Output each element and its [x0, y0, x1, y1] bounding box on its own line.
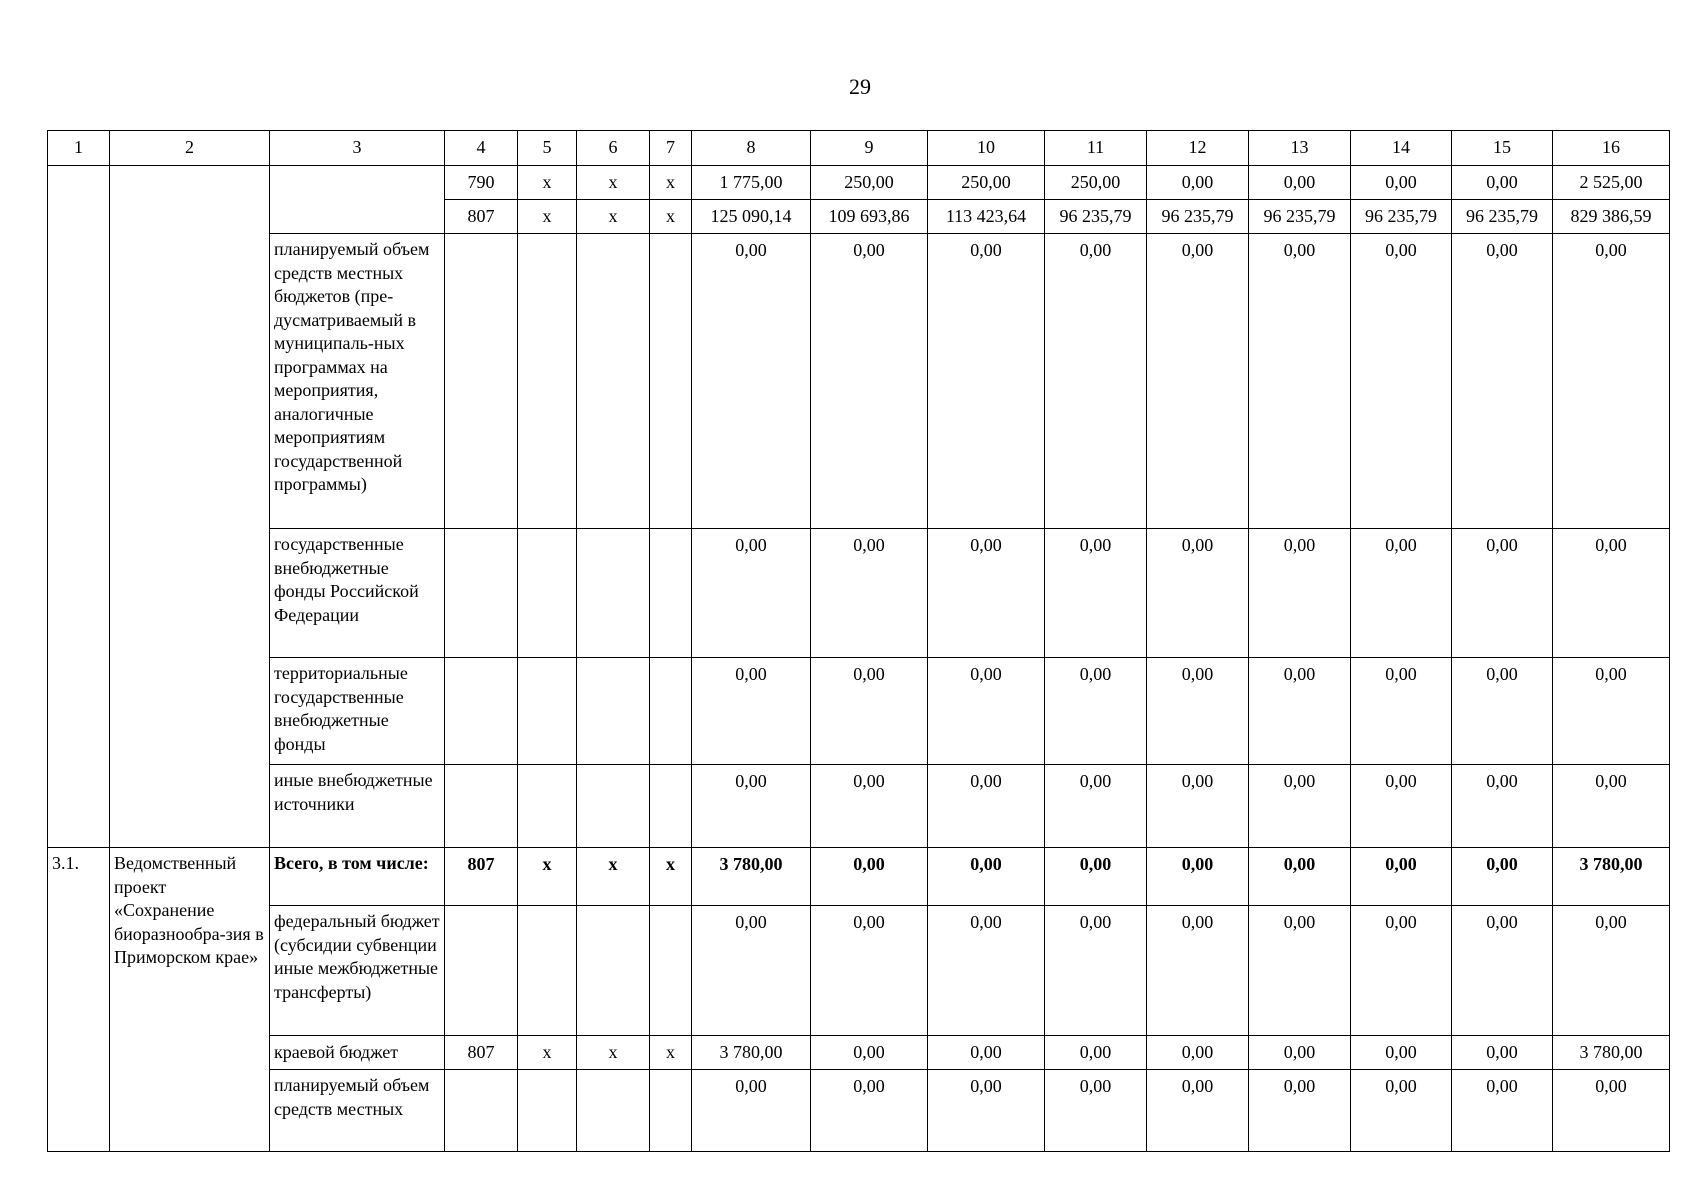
- cell-value: 0,00: [1147, 658, 1249, 765]
- cell-value: 0,00: [1249, 765, 1351, 848]
- cell-value: 0,00: [1452, 1070, 1553, 1152]
- cell-source: планируемый объем средств местных бюджетов (пре-дусматриваемый в муниципаль-ных программах на мероприятия, аналогичные мероприятиям государственной программы): [270, 234, 445, 529]
- col-header-12: 12: [1147, 131, 1249, 166]
- cell-c6: x: [577, 1036, 650, 1070]
- cell-value: 0,00: [1452, 166, 1553, 200]
- cell-value: 0,00: [928, 234, 1045, 529]
- col-header-14: 14: [1351, 131, 1452, 166]
- cell-c7: x: [650, 1036, 692, 1070]
- table-row: [48, 166, 1670, 200]
- cell-value: 96 235,79: [1249, 200, 1351, 234]
- cell-value: 0,00: [1147, 166, 1249, 200]
- cell-source: федеральный бюджет (субсидии субвенции иные межбюджетные трансферты): [270, 906, 445, 1036]
- cell-value: 96 235,79: [1147, 200, 1249, 234]
- cell-value: 0,00: [1249, 234, 1351, 529]
- table-row: [48, 906, 1670, 1036]
- cell-value: 0,00: [692, 529, 811, 658]
- cell-value: 0,00: [928, 1036, 1045, 1070]
- cell-value: 0,00: [1249, 1070, 1351, 1152]
- cell-value: 0,00: [1147, 234, 1249, 529]
- table-row: [48, 234, 1670, 529]
- col-header-2: 2: [110, 131, 270, 166]
- cell-value: 0,00: [1045, 1036, 1147, 1070]
- cell-c6: [577, 234, 650, 529]
- cell-value: 0,00: [1452, 529, 1553, 658]
- cell-value: 113 423,64: [928, 200, 1045, 234]
- cell-value: 0,00: [928, 906, 1045, 1036]
- cell-value: 0,00: [1249, 529, 1351, 658]
- table-row: [48, 765, 1670, 848]
- cell-c5: x: [518, 166, 577, 200]
- col-header-13: 13: [1249, 131, 1351, 166]
- cell-value: 0,00: [692, 906, 811, 1036]
- cell-c6: [577, 765, 650, 848]
- cell-value: 0,00: [928, 848, 1045, 906]
- cell-value: 0,00: [1452, 906, 1553, 1036]
- cell-value: 0,00: [1249, 848, 1351, 906]
- cell-c5: [518, 234, 577, 529]
- cell-source: планируемый объем средств местных: [270, 1070, 445, 1152]
- cell-c6: [577, 1070, 650, 1152]
- cell-c5: [518, 765, 577, 848]
- cell-empty: [110, 166, 270, 848]
- page-number: 29: [849, 74, 871, 99]
- cell-value: 0,00: [811, 529, 928, 658]
- cell-code: [445, 658, 518, 765]
- cell-code: 790: [445, 166, 518, 200]
- cell-c5: x: [518, 1036, 577, 1070]
- project-number: 3.1.: [48, 848, 110, 1152]
- cell-value: 0,00: [928, 658, 1045, 765]
- cell-value: 0,00: [1249, 1036, 1351, 1070]
- cell-value: 0,00: [692, 1070, 811, 1152]
- cell-value: 0,00: [1045, 848, 1147, 906]
- cell-value: 0,00: [1351, 658, 1452, 765]
- cell-value: 0,00: [1553, 529, 1670, 658]
- table-row: [48, 658, 1670, 765]
- cell-c7: [650, 765, 692, 848]
- cell-value: 2 525,00: [1553, 166, 1670, 200]
- cell-c5: [518, 906, 577, 1036]
- cell-value: 3 780,00: [1553, 848, 1670, 906]
- cell-value: 125 090,14: [692, 200, 811, 234]
- cell-c5: [518, 658, 577, 765]
- cell-value: 0,00: [1452, 765, 1553, 848]
- cell-value: 3 780,00: [692, 848, 811, 906]
- cell-c7: [650, 906, 692, 1036]
- cell-c7: [650, 1070, 692, 1152]
- col-header-6: 6: [577, 131, 650, 166]
- col-header-11: 11: [1045, 131, 1147, 166]
- cell-c6: x: [577, 200, 650, 234]
- cell-source: иные внебюджетные источники: [270, 765, 445, 848]
- cell-value: 0,00: [1553, 658, 1670, 765]
- cell-c6: [577, 658, 650, 765]
- col-header-1: 1: [48, 131, 110, 166]
- cell-value: 0,00: [811, 234, 928, 529]
- cell-value: 0,00: [811, 1036, 928, 1070]
- col-header-9: 9: [811, 131, 928, 166]
- cell-value: 250,00: [811, 166, 928, 200]
- cell-value: 96 235,79: [1351, 200, 1452, 234]
- col-header-10: 10: [928, 131, 1045, 166]
- cell-value: 0,00: [1351, 1070, 1452, 1152]
- cell-code: 807: [445, 1036, 518, 1070]
- cell-c6: x: [577, 166, 650, 200]
- cell-value: 0,00: [928, 529, 1045, 658]
- cell-value: 0,00: [692, 234, 811, 529]
- col-header-8: 8: [692, 131, 811, 166]
- cell-source: государственные внебюджетные фонды Российской Федерации: [270, 529, 445, 658]
- cell-value: 0,00: [1249, 166, 1351, 200]
- cell-source: [270, 166, 445, 234]
- table-row: [48, 1070, 1670, 1152]
- cell-value: 0,00: [1045, 529, 1147, 658]
- cell-value: 0,00: [1553, 234, 1670, 529]
- cell-value: 0,00: [1147, 529, 1249, 658]
- cell-value: 3 780,00: [1553, 1036, 1670, 1070]
- cell-value: 250,00: [1045, 166, 1147, 200]
- cell-value: 0,00: [1045, 1070, 1147, 1152]
- cell-value: 250,00: [928, 166, 1045, 200]
- cell-value: 0,00: [811, 848, 928, 906]
- cell-value: 3 780,00: [692, 1036, 811, 1070]
- cell-value: 0,00: [811, 765, 928, 848]
- table-row: [48, 529, 1670, 658]
- cell-value: 0,00: [1452, 848, 1553, 906]
- col-header-7: 7: [650, 131, 692, 166]
- cell-code: [445, 906, 518, 1036]
- cell-value: 1 775,00: [692, 166, 811, 200]
- cell-value: 0,00: [1249, 906, 1351, 1036]
- col-header-4: 4: [445, 131, 518, 166]
- cell-value: 0,00: [1452, 1036, 1553, 1070]
- cell-c6: [577, 906, 650, 1036]
- cell-value: 0,00: [811, 658, 928, 765]
- cell-value: 0,00: [1351, 234, 1452, 529]
- cell-c7: x: [650, 848, 692, 906]
- budget-table: [47, 130, 1670, 1152]
- cell-code: [445, 529, 518, 658]
- cell-value: 0,00: [1045, 658, 1147, 765]
- header-row: [48, 131, 1670, 166]
- cell-value: 96 235,79: [1045, 200, 1147, 234]
- cell-value: 0,00: [1553, 765, 1670, 848]
- cell-value: 0,00: [1147, 765, 1249, 848]
- cell-empty: [48, 166, 110, 848]
- cell-value: 0,00: [1147, 848, 1249, 906]
- cell-c7: [650, 234, 692, 529]
- cell-c6: x: [577, 848, 650, 906]
- cell-value: 0,00: [1147, 906, 1249, 1036]
- cell-value: 0,00: [1351, 529, 1452, 658]
- cell-source: Всего, в том числе:: [270, 848, 445, 906]
- cell-value: 0,00: [811, 906, 928, 1036]
- table-row-total: [48, 848, 1670, 906]
- cell-value: 0,00: [1553, 1070, 1670, 1152]
- cell-value: 0,00: [1045, 765, 1147, 848]
- cell-value: 0,00: [692, 765, 811, 848]
- cell-value: 0,00: [692, 658, 811, 765]
- table-row: [48, 1036, 1670, 1070]
- cell-code: 807: [445, 848, 518, 906]
- cell-code: 807: [445, 200, 518, 234]
- cell-value: 0,00: [1045, 906, 1147, 1036]
- cell-value: 0,00: [1045, 234, 1147, 529]
- cell-value: 0,00: [928, 1070, 1045, 1152]
- cell-value: 96 235,79: [1452, 200, 1553, 234]
- cell-code: [445, 765, 518, 848]
- col-header-15: 15: [1452, 131, 1553, 166]
- cell-c5: x: [518, 200, 577, 234]
- cell-code: [445, 234, 518, 529]
- cell-c7: [650, 658, 692, 765]
- cell-source: территориальные государственные внебюджетные фонды: [270, 658, 445, 765]
- cell-value: 0,00: [1351, 765, 1452, 848]
- cell-c5: [518, 529, 577, 658]
- cell-c5: [518, 1070, 577, 1152]
- cell-value: 0,00: [1351, 848, 1452, 906]
- cell-c7: x: [650, 200, 692, 234]
- cell-value: 0,00: [1452, 234, 1553, 529]
- cell-value: 0,00: [1553, 906, 1670, 1036]
- cell-value: 0,00: [1249, 658, 1351, 765]
- cell-code: [445, 1070, 518, 1152]
- cell-c7: [650, 529, 692, 658]
- cell-value: 0,00: [1351, 166, 1452, 200]
- cell-value: 109 693,86: [811, 200, 928, 234]
- cell-value: 0,00: [1147, 1036, 1249, 1070]
- cell-value: 0,00: [1452, 658, 1553, 765]
- cell-value: 0,00: [1147, 1070, 1249, 1152]
- cell-c7: x: [650, 166, 692, 200]
- cell-value: 0,00: [1351, 1036, 1452, 1070]
- cell-value: 0,00: [811, 1070, 928, 1152]
- cell-value: 0,00: [1351, 906, 1452, 1036]
- project-name: Ведомственный проект «Сохранение биоразнообра-зия в Приморском крае»: [110, 848, 270, 1152]
- col-header-5: 5: [518, 131, 577, 166]
- cell-value: 829 386,59: [1553, 200, 1670, 234]
- cell-c5: x: [518, 848, 577, 906]
- col-header-16: 16: [1553, 131, 1670, 166]
- col-header-3: 3: [270, 131, 445, 166]
- cell-c6: [577, 529, 650, 658]
- cell-source: краевой бюджет: [270, 1036, 445, 1070]
- cell-value: 0,00: [928, 765, 1045, 848]
